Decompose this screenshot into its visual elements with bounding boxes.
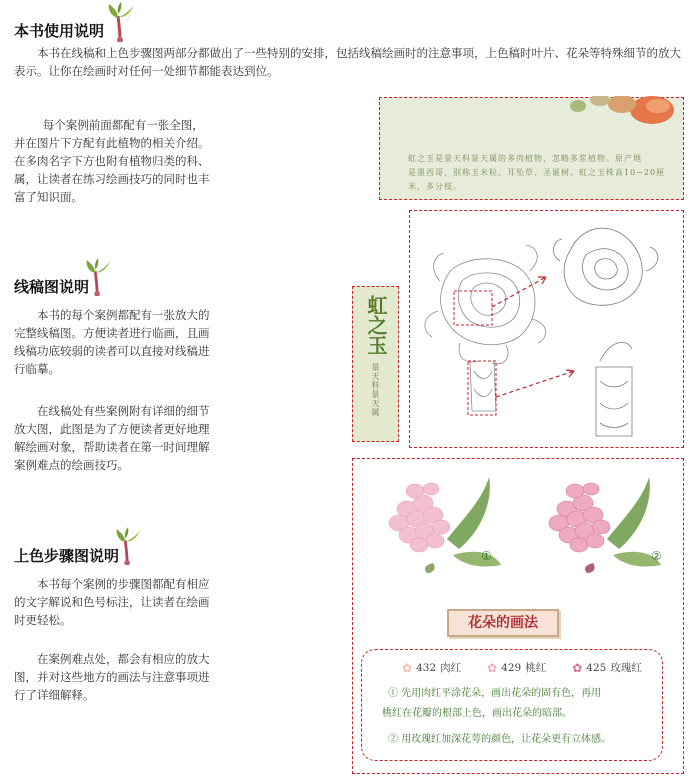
legend-item xyxy=(487,660,546,675)
legend-code: 432 xyxy=(416,661,437,674)
sprout-icon xyxy=(114,527,144,565)
legend-name: 桃红 xyxy=(525,662,547,674)
step-1-line-1 xyxy=(388,684,601,704)
flower-swatch-icon: ✿ xyxy=(402,660,413,675)
legend-item xyxy=(572,660,642,675)
color-legend xyxy=(402,660,642,675)
page-title: 本书使用说明 xyxy=(14,22,105,40)
step-marker-1: ① xyxy=(481,549,492,563)
coloring-box xyxy=(352,458,684,774)
line-paragraph-2: 在线稿处有些案例附有详细的细节放大图，此图是为了方便读者更好地理解绘画对象，帮助读者在第一时间理解案例难点的绘画技巧。 xyxy=(14,404,210,472)
legend-name: 玫瑰红 xyxy=(610,662,642,674)
legend-code: 429 xyxy=(501,661,522,674)
sprout-icon xyxy=(84,258,114,296)
flower-step-2-image xyxy=(523,469,663,575)
step-1-text-a: 先用肉红平涂花朵，画出花朵的固有色，再用 xyxy=(401,688,602,699)
plant-intro-box xyxy=(379,97,684,200)
flower-swatch-icon: ✿ xyxy=(487,660,498,675)
legend-panel xyxy=(361,649,663,761)
step-1-number: ① xyxy=(388,688,398,699)
color-paragraph-2: 在案例难点处，都会有相应的放大图，并对这些地方的画法与注意事项进行了详细解释。 xyxy=(14,652,210,702)
plant-caption-line-1: 虹之玉是景天科景天属的多肉植物，忽略多浆植物。原产地 xyxy=(408,154,642,163)
plant-illustration xyxy=(560,96,683,136)
line-drawing xyxy=(410,211,682,446)
plant-caption-line-2: 是墨西哥，别称玉米粒、耳坠草、圣诞树。虹之玉株高10~20厘米，多分枝。 xyxy=(408,168,666,191)
line-drawing-box xyxy=(409,210,684,448)
flower-method-badge: 花朵的画法 xyxy=(447,609,559,637)
case-intro-text: 每个案例前面都配有一张全图，并在图片下方配有此植物的相关介绍。在多肉名字下方也附有植物归类的科、属，让读者在练习绘画技巧的同时也丰富了知识面。 xyxy=(14,118,210,204)
color-paragraph-1: 本书每个案例的步骤图都配有相应的文字解说和色号标注，让读者在绘画时更轻松。 xyxy=(14,577,210,627)
step-1-line-2: 桃红在花瓣的根部上色，画出花朵的暗部。 xyxy=(382,708,572,719)
legend-code: 425 xyxy=(586,661,607,674)
line-paragraph-1: 本书的每个案例都配有一张放大的完整线稿图。方便读者进行临画，且画线稿功底较弱的读者可以直接对线稿进行临摹。 xyxy=(14,308,210,376)
flower-swatch-icon: ✿ xyxy=(572,660,583,675)
step-2-text: 用玫瑰红加深花萼的颜色，让花朵更有立体感。 xyxy=(401,734,612,745)
step-marker-2: ② xyxy=(651,549,662,563)
plant-family: 景天科景天属 xyxy=(371,363,380,417)
step-2-number: ② xyxy=(388,734,398,745)
line-section-title: 线稿图说明 xyxy=(14,278,90,296)
legend-item xyxy=(402,660,461,675)
color-section-title: 上色步骤图说明 xyxy=(14,547,120,565)
sprout-icon xyxy=(106,2,138,42)
plant-name: 虹之玉 xyxy=(364,295,388,355)
plant-name-tag xyxy=(352,286,399,442)
step-2-line-1 xyxy=(388,730,611,750)
legend-name: 肉红 xyxy=(440,662,462,674)
intro-text: 本书在线稿和上色步骤图两部分都做出了一些特别的安排，包括线稿绘画时的注意事项，上色稿时叶片、花朵等特殊细节的放大表示。让你在绘画时对任何一处细节都能表达到位。 xyxy=(14,46,681,78)
